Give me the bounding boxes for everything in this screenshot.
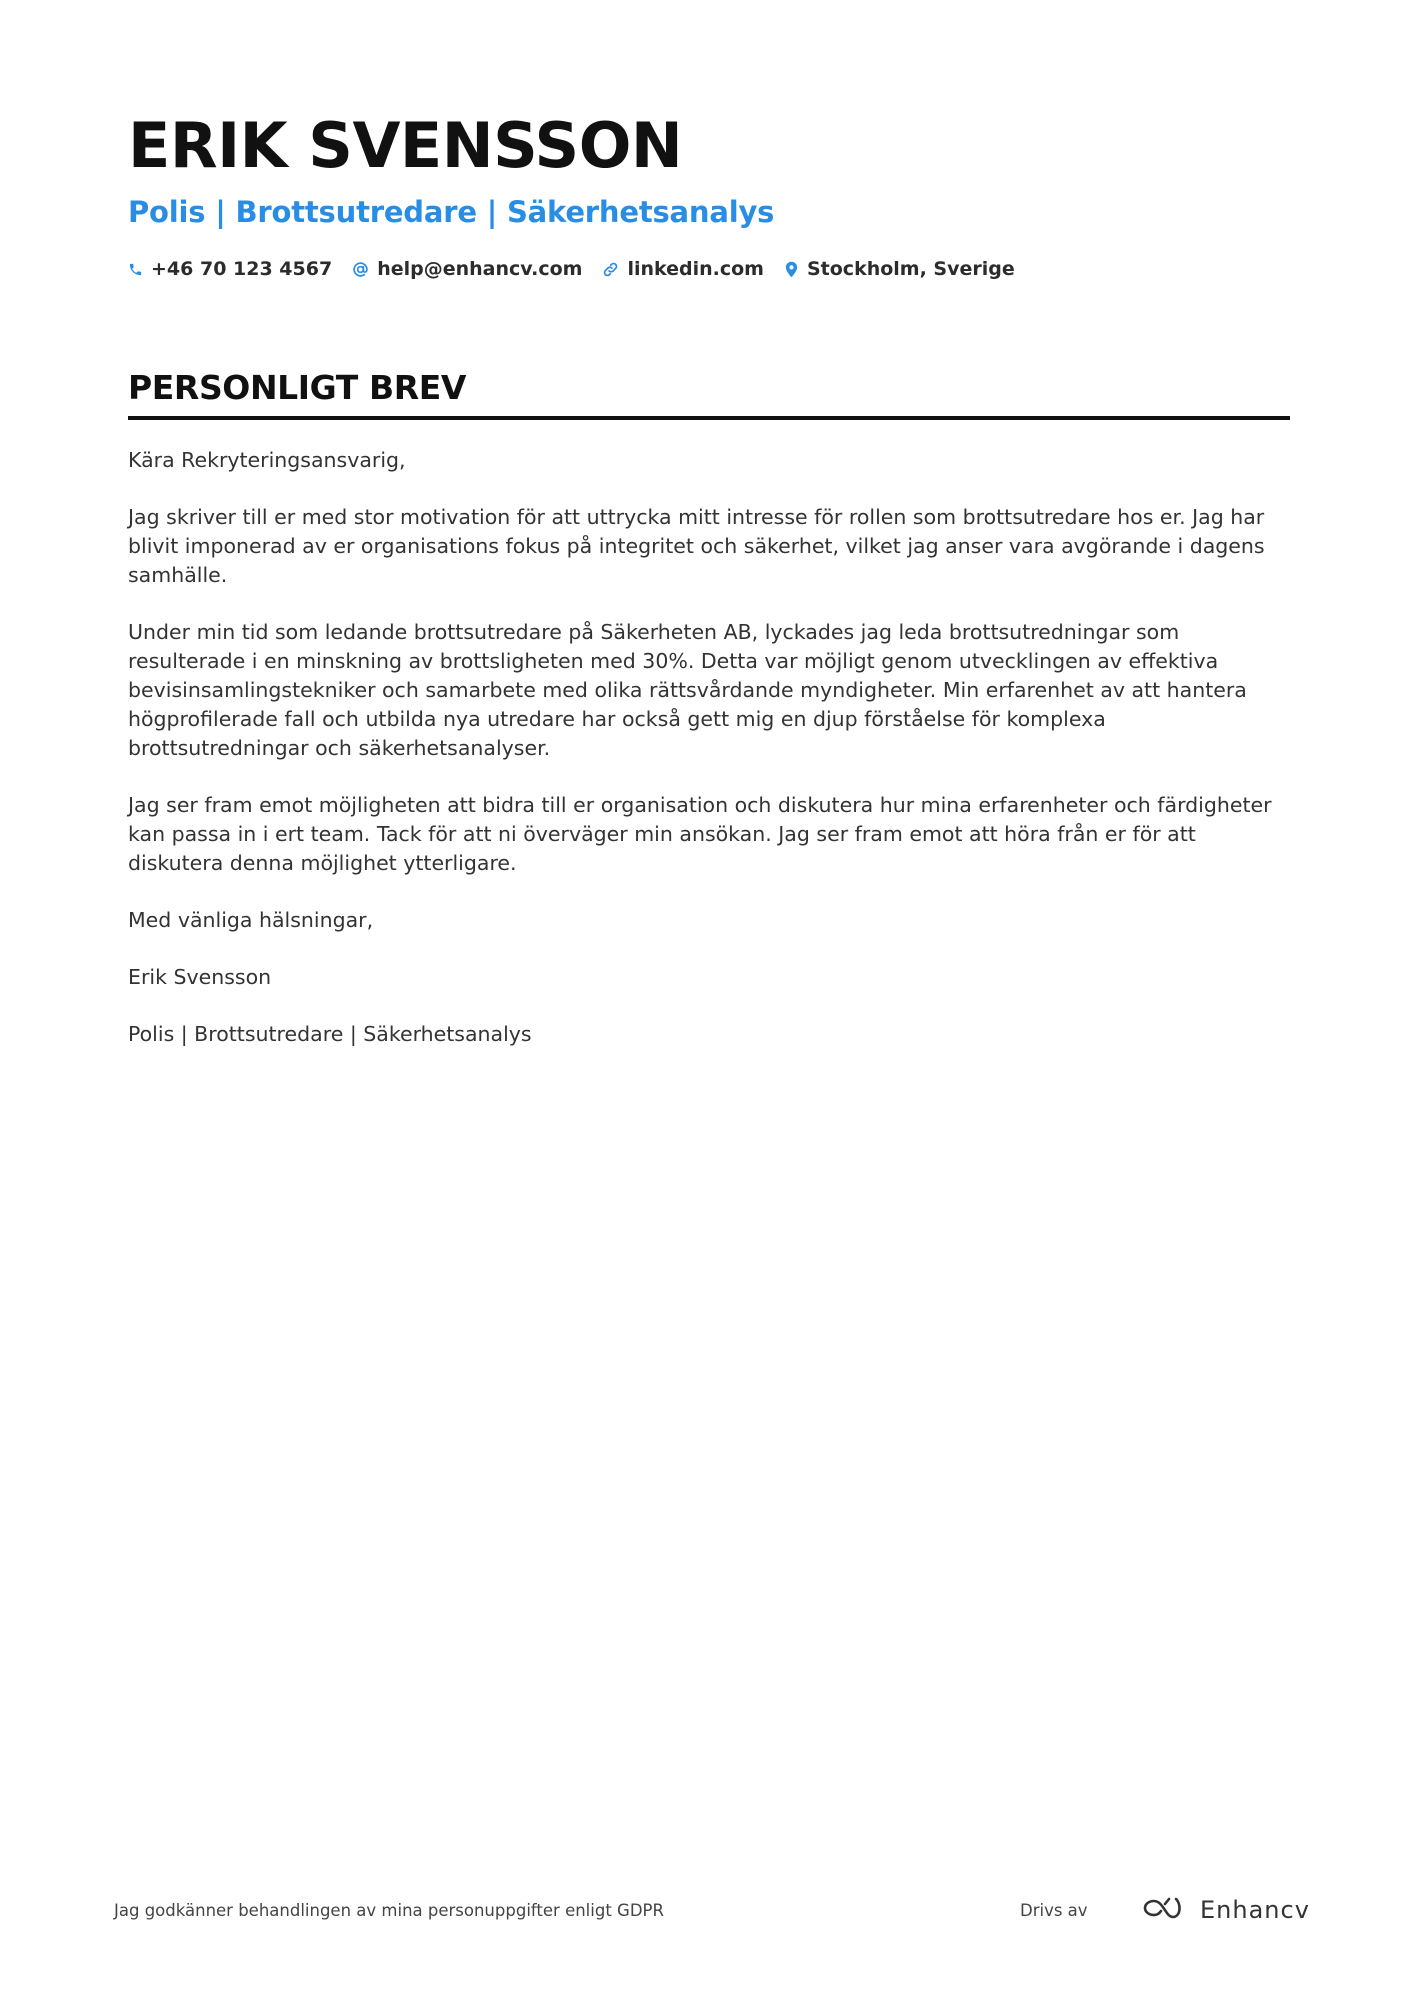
powered-by-label: Drivs av bbox=[1020, 1900, 1088, 1920]
contact-email[interactable] bbox=[352, 258, 582, 280]
letter-closing: Med vänliga hälsningar, bbox=[128, 908, 374, 932]
contact-phone bbox=[128, 258, 332, 280]
location-pin-icon bbox=[784, 261, 799, 278]
gdpr-consent-text: Jag godkänner behandlingen av mina personuppgifter enligt GDPR bbox=[114, 1900, 664, 1920]
letter-paragraph: Under min tid som ledande brottsutredare på Säkerheten AB, lyckades jag leda brottsutredningar som resulterade i en minskning av brottsligheten med 30%. Detta var möjligt genom utvecklingen av effektiva bevisinsamlingstekniker och samarbete med olika rättsvårdande myndigheter. Min erfarenhet av att hantera högprofilerade fall och utbilda nya utredare har också gett mig en djup förståelse för komplexa brottsutredningar och säkerhetsanalyser. bbox=[128, 620, 1247, 760]
section-title: PERSONLIGT BREV bbox=[128, 368, 467, 407]
signature-title: Polis | Brottsutredare | Säkerhetsanalys bbox=[128, 1022, 532, 1046]
contact-linkedin[interactable] bbox=[602, 258, 764, 280]
phone-icon bbox=[128, 262, 143, 277]
applicant-name: ERIK SVENSSON bbox=[128, 109, 683, 182]
enhancv-brand[interactable] bbox=[1140, 1895, 1310, 1925]
letter-paragraph: Jag ser fram emot möjligheten att bidra till er organisation och diskutera hur mina erfarenheter och färdigheter kan passa in i ert team. Tack för att ni överväger min ansökan. Jag ser fram emot att höra från er för att diskutera denna möjlighet ytterligare. bbox=[128, 793, 1272, 875]
contact-location-text: Stockholm, Sverige bbox=[806, 258, 1015, 280]
contact-email-text: help@enhancv.com bbox=[377, 258, 583, 280]
letter-paragraph: Jag skriver till er med stor motivation för att uttrycka mitt intresse för rollen som brottsutredare hos er. Jag har blivit imponerad av er organisations fokus på integritet och säkerhet, vilket jag anser vara avgörande i dagens samhälle. bbox=[128, 505, 1265, 587]
footer bbox=[114, 1890, 1310, 1930]
contact-bar bbox=[128, 254, 1290, 284]
section-divider bbox=[128, 416, 1290, 420]
enhancv-logo-icon bbox=[1140, 1895, 1188, 1925]
at-icon bbox=[352, 261, 369, 278]
applicant-title: Polis | Brottsutredare | Säkerhetsanalys bbox=[128, 195, 775, 229]
enhancv-brand-text: Enhancv bbox=[1200, 1896, 1310, 1924]
contact-location bbox=[784, 258, 1015, 280]
signature-name: Erik Svensson bbox=[128, 965, 272, 989]
contact-linkedin-text: linkedin.com bbox=[627, 258, 764, 280]
letter-body bbox=[128, 446, 1290, 1049]
cover-letter-section bbox=[128, 366, 1290, 1077]
header bbox=[128, 108, 1290, 284]
contact-phone-text: +46 70 123 4567 bbox=[151, 258, 333, 280]
link-icon bbox=[602, 261, 619, 278]
letter-greeting: Kära Rekryteringsansvarig, bbox=[128, 448, 406, 472]
